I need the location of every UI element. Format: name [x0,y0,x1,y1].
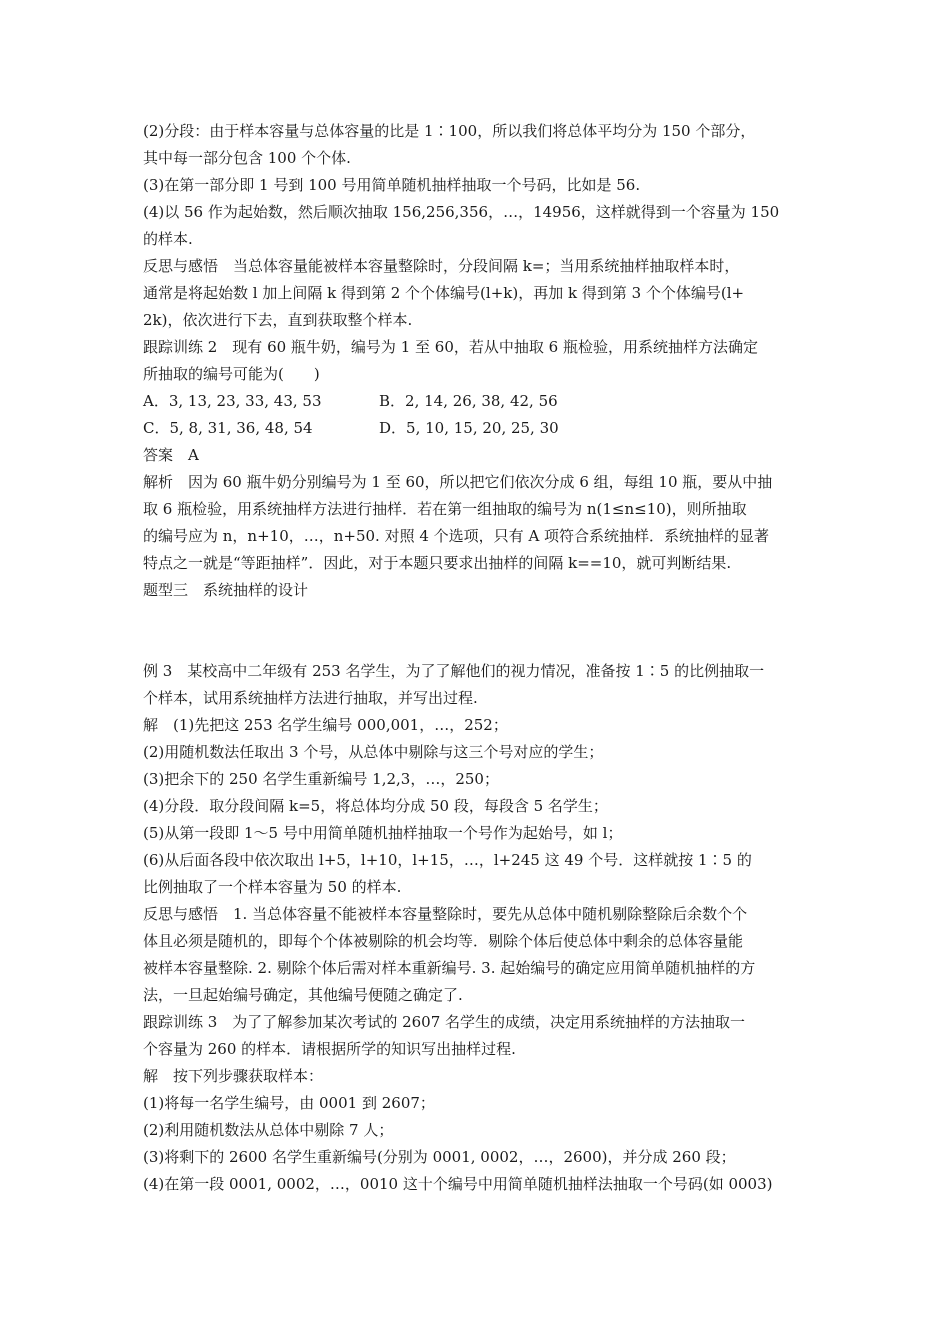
text-line: (6)从后面各段中依次取出 l+5，l+10，l+15，…，l+245 这 49 个号．这样就按 1∶5 的 [143,851,752,869]
text-line: 通常是将起始数 l 加上间隔 k 得到第 2 个个体编号(l+k)，再加 k 得到第 3 个个体编号(l+ [143,284,745,302]
text-line: (3)在第一部分即 1 号到 100 号用简单随机抽样抽取一个号码，比如是 56. [143,176,641,194]
option-item: C．5, 8, 31, 36, 48, 54 [143,419,313,437]
answer-analysis [143,442,813,604]
text-line: (2)用随机数法任取出 3 个号，从总体中剔除与这三个号对应的学生； [143,743,604,761]
text-line: 跟踪训练 3 为了了解参加某次考试的 2607 名学生的成绩，决定用系统抽样的方法抽取一 [143,1013,746,1031]
text-line: 反思与感悟 1. 当总体容量不能被样本容量整除时，要先从总体中随机剔除整除后余数个个 [143,905,748,923]
text-line: (3)把余下的 250 名学生重新编号 1,2,3，…，250； [143,770,499,788]
option-row [143,415,813,442]
option-item: D．5, 10, 15, 20, 25, 30 [379,419,559,437]
text-line: 的编号应为 n，n+10，…，n+50. 对照 4 个选项，只有 A 项符合系统抽样．系统抽样的显著 [143,527,770,545]
text-line: 例 3 某校高中二年级有 253 名学生，为了了解他们的视力情况，准备按 1∶5 的比例抽取一 [143,662,765,680]
text-line: 反思与感悟 当总体容量能被样本容量整除时，分段间隔 k=；当用系统抽样抽取样本时， [143,257,740,275]
text-line: (4)分段．取分段间隔 k=5，将总体均分成 50 段，每段含 5 名学生； [143,797,608,815]
text-line: (4)在第一段 0001, 0002，…，0010 这十个编号中用简单随机抽样法抽取一个号码(如 0003) [143,1175,773,1193]
text-line: (2)利用随机数法从总体中剔除 7 人； [143,1121,394,1139]
text-line: 其中每一部分包含 100 个个体. [143,149,351,167]
text-line: (1)将每一名学生编号，由 0001 到 2607； [143,1094,435,1112]
document-page [143,118,813,1198]
option-row [143,388,813,415]
text-line: (5)从第一段即 1～5 号中用简单随机抽样抽取一个号作为起始号，如 l； [143,824,623,842]
text-line: 体且必须是随机的，即每个个体被剔除的机会均等．剔除个体后使总体中剩余的总体容量能 [143,932,744,950]
text-line: 法，一旦起始编号确定，其他编号便随之确定了. [143,986,463,1004]
text-line: 比例抽取了一个样本容量为 50 的样本. [143,878,402,896]
solution-continuation [143,118,813,388]
text-line: (2)分段：由于样本容量与总体容量的比是 1∶100，所以我们将总体平均分为 150 个部分， [143,122,756,140]
text-line: 2k)，依次进行下去，直到获取整个样本. [143,311,413,329]
text-line: 解析 因为 60 瓶牛奶分别编号为 1 至 60，所以把它们依次分成 6 组，每组 10 瓶，要从中抽 [143,473,773,491]
text-line: 取 6 瓶检验，用系统抽样方法进行抽样．若在第一组抽取的编号为 n(1≤n≤10)，则所抽取 [143,500,747,518]
text-line: (4)以 56 作为起始数，然后顺次抽取 156,256,356，…，14956，这样就得到一个容量为 150 [143,203,780,221]
text-line: 题型三 系统抽样的设计 [143,581,309,599]
text-line: 答案 A [143,446,199,464]
text-line: (3)将剩下的 2600 名学生重新编号(分别为 0001, 0002，…，2600)，并分成 260 段； [143,1148,736,1166]
text-line: 个样本，试用系统抽样方法进行抽取，并写出过程. [143,689,478,707]
example-3-section [143,658,813,1198]
option-item: B．2, 14, 26, 38, 42, 56 [379,392,558,410]
text-line: 所抽取的编号可能为( ) [143,365,320,383]
text-line: 解 (1)先把这 253 名学生编号 000,001，…，252； [143,716,508,734]
text-line: 特点之一就是“等距抽样”．因此，对于本题只要求出抽样的间隔 k==10，就可判断结果. [143,554,732,572]
text-line: 个容量为 260 的样本．请根据所学的知识写出抽样过程. [143,1040,516,1058]
section-gap [143,604,813,658]
text-line: 跟踪训练 2 现有 60 瓶牛奶，编号为 1 至 60，若从中抽取 6 瓶检验，用系统抽样方法确定 [143,338,758,356]
text-line: 的样本. [143,230,193,248]
text-line: 解 按下列步骤获取样本： [143,1067,324,1085]
option-item: A．3, 13, 23, 33, 43, 53 [143,392,322,410]
answer-options [143,388,813,442]
text-line: 被样本容量整除. 2. 剔除个体后需对样本重新编号. 3. 起始编号的确定应用简单随机抽样的方 [143,959,756,977]
